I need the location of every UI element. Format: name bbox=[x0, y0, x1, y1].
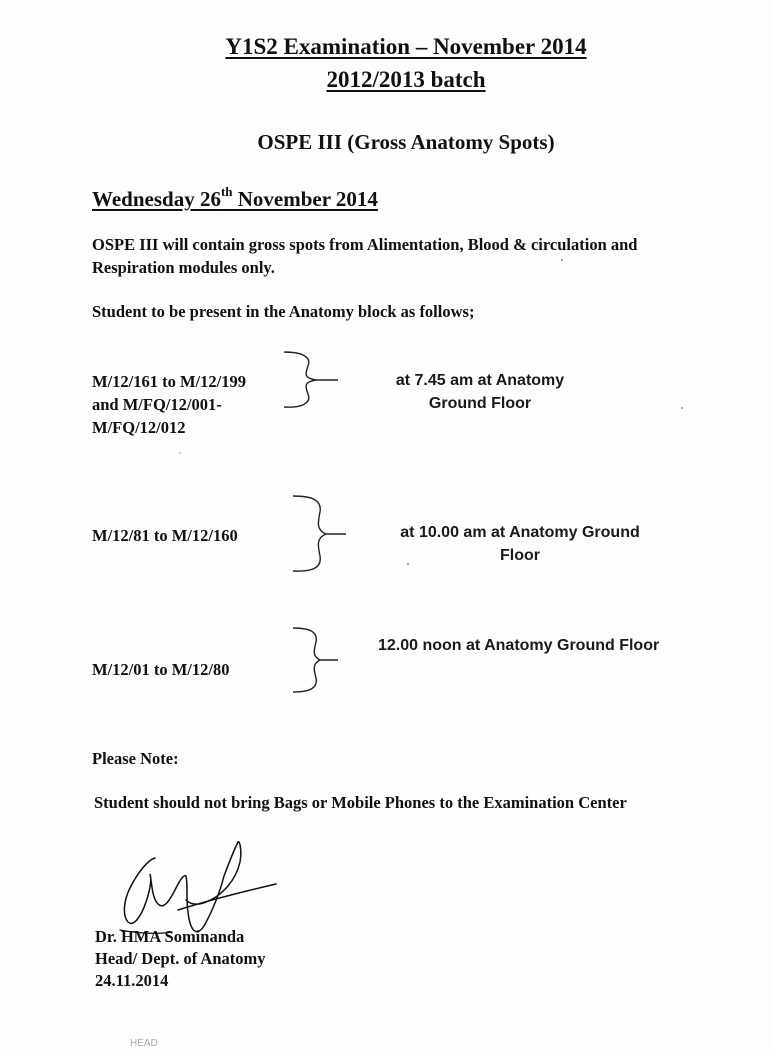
exam-subtitle: OSPE III (Gross Anatomy Spots) bbox=[257, 130, 555, 154]
signature-scribble bbox=[124, 842, 276, 932]
intro-line-1: OSPE III will contain gross spots from Alimentation, Blood & circulation and bbox=[92, 235, 638, 254]
date-prefix: Wednesday 26 bbox=[92, 187, 221, 211]
intro-line-2: Respiration modules only. bbox=[92, 258, 275, 277]
note-text: Student should not bring Bags or Mobile Phones to the Examination Center bbox=[94, 793, 627, 812]
bracket-group-1 bbox=[284, 352, 338, 407]
note-heading: Please Note: bbox=[92, 749, 179, 768]
group-1-time-line-2: Ground Floor bbox=[428, 395, 532, 412]
group-1-time-line-1: at 7.45 am at Anatomy bbox=[395, 372, 565, 389]
group-3-time-line-1: 12.00 noon at Anatomy Ground Floor bbox=[378, 637, 660, 654]
stamp-remnant: HEAD bbox=[130, 1038, 158, 1049]
signatory-title: Head/ Dept. of Anatomy bbox=[95, 949, 266, 968]
group-1-range-line-1: M/12/161 to M/12/199 bbox=[92, 372, 246, 391]
date-suffix: November 2014 bbox=[232, 187, 378, 211]
document-title: Y1S2 Examination – November 2014 bbox=[225, 34, 587, 59]
group-2-range-line-1: M/12/81 to M/12/160 bbox=[92, 526, 238, 545]
group-1-range-line-2: and M/FQ/12/001- bbox=[92, 395, 222, 414]
group-1-range-line-3: M/FQ/12/012 bbox=[92, 418, 186, 437]
group-3-range-line-1: M/12/01 to M/12/80 bbox=[92, 660, 230, 679]
date-ordinal: th bbox=[220, 184, 233, 199]
signatory-block bbox=[95, 926, 266, 992]
signature-date: 24.11.2014 bbox=[95, 971, 169, 990]
batch-title: 2012/2013 batch bbox=[326, 67, 486, 92]
group-2-time-line-1: at 10.00 am at Anatomy Ground bbox=[400, 524, 640, 541]
group-2-time-line-2: Floor bbox=[500, 547, 540, 564]
signatory-name: Dr. HMA Sominanda bbox=[95, 927, 245, 946]
bracket-group-2 bbox=[293, 496, 346, 571]
instruction-text: Student to be present in the Anatomy block as follows; bbox=[92, 302, 475, 321]
bracket-group-3 bbox=[293, 628, 338, 692]
